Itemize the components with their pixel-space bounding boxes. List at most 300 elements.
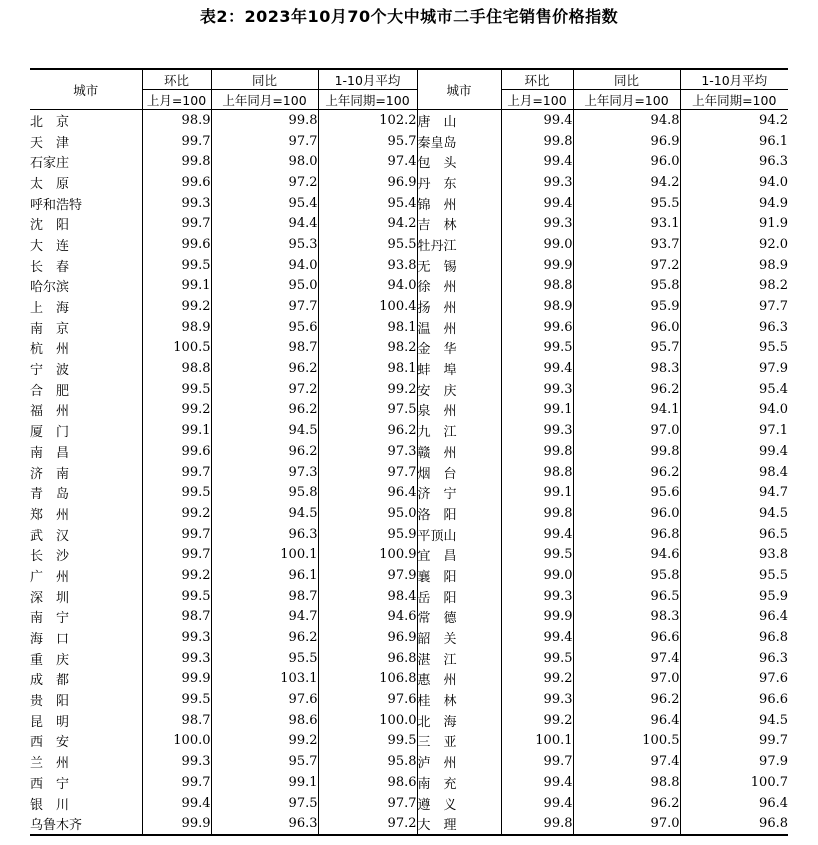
avg-left-cell: 97.3 [318, 441, 417, 462]
table-row [30, 710, 788, 731]
mom-left-cell: 99.6 [142, 234, 211, 255]
yoy-left-cell: 97.5 [211, 793, 318, 814]
mom-right-cell: 99.5 [501, 648, 573, 669]
header-city-left: 城市 [30, 69, 142, 110]
mom-right-cell: 99.8 [501, 813, 573, 835]
yoy-left-cell: 95.5 [211, 648, 318, 669]
city-left-cell: 深 圳 [30, 586, 142, 607]
avg-right-cell: 97.1 [680, 420, 788, 441]
avg-left-cell: 100.4 [318, 296, 417, 317]
header-row-top [30, 69, 788, 90]
city-right-cell: 吉 林 [417, 213, 501, 234]
table-row [30, 379, 788, 400]
yoy-left-cell: 96.3 [211, 813, 318, 835]
mom-right-cell: 99.3 [501, 689, 573, 710]
mom-right-cell: 98.8 [501, 462, 573, 483]
table-row [30, 482, 788, 503]
city-left-cell: 南 宁 [30, 607, 142, 628]
yoy-left-cell: 96.2 [211, 400, 318, 421]
avg-right-cell: 99.7 [680, 731, 788, 752]
city-right-cell: 温 州 [417, 317, 501, 338]
avg-left-cell: 99.5 [318, 731, 417, 752]
yoy-right-cell: 99.8 [573, 441, 680, 462]
mom-right-cell: 99.3 [501, 379, 573, 400]
city-left-cell: 广 州 [30, 565, 142, 586]
header-yoy-left: 同比 [211, 69, 318, 90]
avg-right-cell: 94.9 [680, 193, 788, 214]
avg-left-cell: 95.5 [318, 234, 417, 255]
avg-right-cell: 98.9 [680, 255, 788, 276]
mom-left-cell: 98.9 [142, 110, 211, 131]
avg-right-cell: 97.6 [680, 669, 788, 690]
city-right-cell: 南 充 [417, 772, 501, 793]
yoy-right-cell: 98.3 [573, 358, 680, 379]
city-right-cell: 赣 州 [417, 441, 501, 462]
header-city-right: 城市 [417, 69, 501, 110]
city-right-cell: 桂 林 [417, 689, 501, 710]
city-right-cell: 襄 阳 [417, 565, 501, 586]
yoy-left-cell: 99.2 [211, 731, 318, 752]
yoy-right-cell: 96.0 [573, 317, 680, 338]
yoy-left-cell: 95.4 [211, 193, 318, 214]
price-index-table [30, 68, 788, 836]
avg-right-cell: 95.5 [680, 565, 788, 586]
table-row [30, 503, 788, 524]
avg-right-cell: 95.4 [680, 379, 788, 400]
city-left-cell: 上 海 [30, 296, 142, 317]
mom-right-cell: 99.7 [501, 751, 573, 772]
table-row [30, 731, 788, 752]
table-row [30, 213, 788, 234]
avg-left-cell: 95.9 [318, 524, 417, 545]
city-left-cell: 青 岛 [30, 482, 142, 503]
city-right-cell: 唐 山 [417, 110, 501, 131]
city-right-cell: 秦皇岛 [417, 131, 501, 152]
mom-left-cell: 99.4 [142, 793, 211, 814]
mom-left-cell: 99.5 [142, 689, 211, 710]
avg-right-cell: 94.0 [680, 400, 788, 421]
city-right-cell: 常 德 [417, 607, 501, 628]
yoy-right-cell: 96.4 [573, 710, 680, 731]
avg-left-cell: 97.7 [318, 462, 417, 483]
city-right-cell: 三 亚 [417, 731, 501, 752]
avg-right-cell: 91.9 [680, 213, 788, 234]
yoy-right-cell: 96.9 [573, 131, 680, 152]
mom-right-cell: 100.1 [501, 731, 573, 752]
yoy-right-cell: 97.0 [573, 669, 680, 690]
city-right-cell: 北 海 [417, 710, 501, 731]
yoy-right-cell: 98.3 [573, 607, 680, 628]
avg-right-cell: 96.6 [680, 689, 788, 710]
city-right-cell: 安 庆 [417, 379, 501, 400]
city-right-cell: 韶 关 [417, 627, 501, 648]
yoy-right-cell: 95.6 [573, 482, 680, 503]
mom-left-cell: 99.3 [142, 627, 211, 648]
header-yoy-base-left: 上年同月=100 [211, 90, 318, 110]
avg-right-cell: 95.5 [680, 338, 788, 359]
yoy-left-cell: 97.2 [211, 172, 318, 193]
mom-right-cell: 99.9 [501, 255, 573, 276]
mom-right-cell: 99.1 [501, 482, 573, 503]
city-right-cell: 扬 州 [417, 296, 501, 317]
yoy-right-cell: 96.2 [573, 689, 680, 710]
mom-left-cell: 99.1 [142, 420, 211, 441]
yoy-left-cell: 94.4 [211, 213, 318, 234]
mom-right-cell: 99.9 [501, 607, 573, 628]
mom-left-cell: 98.7 [142, 710, 211, 731]
yoy-right-cell: 95.5 [573, 193, 680, 214]
city-left-cell: 太 原 [30, 172, 142, 193]
avg-left-cell: 96.8 [318, 648, 417, 669]
table-row [30, 462, 788, 483]
header-avg-right: 1-10月平均 [680, 69, 788, 90]
yoy-right-cell: 97.2 [573, 255, 680, 276]
yoy-left-cell: 98.7 [211, 586, 318, 607]
city-left-cell: 重 庆 [30, 648, 142, 669]
city-right-cell: 洛 阳 [417, 503, 501, 524]
mom-left-cell: 99.6 [142, 441, 211, 462]
avg-right-cell: 92.0 [680, 234, 788, 255]
yoy-right-cell: 94.2 [573, 172, 680, 193]
yoy-right-cell: 96.6 [573, 627, 680, 648]
city-left-cell: 哈尔滨 [30, 276, 142, 297]
yoy-right-cell: 96.5 [573, 586, 680, 607]
table-row [30, 400, 788, 421]
yoy-right-cell: 97.4 [573, 648, 680, 669]
mom-left-cell: 99.7 [142, 213, 211, 234]
yoy-left-cell: 95.6 [211, 317, 318, 338]
table-row [30, 420, 788, 441]
city-right-cell: 平顶山 [417, 524, 501, 545]
city-right-cell: 包 头 [417, 151, 501, 172]
avg-right-cell: 96.8 [680, 627, 788, 648]
avg-left-cell: 95.4 [318, 193, 417, 214]
avg-right-cell: 96.3 [680, 317, 788, 338]
header-mom-left: 环比 [142, 69, 211, 90]
avg-left-cell: 96.9 [318, 627, 417, 648]
yoy-right-cell: 95.9 [573, 296, 680, 317]
table-row [30, 544, 788, 565]
header-avg-base-right: 上年同期=100 [680, 90, 788, 110]
avg-right-cell: 94.2 [680, 110, 788, 131]
table-row [30, 296, 788, 317]
mom-right-cell: 99.0 [501, 234, 573, 255]
mom-left-cell: 99.3 [142, 193, 211, 214]
table-row [30, 110, 788, 131]
avg-left-cell: 100.0 [318, 710, 417, 731]
mom-left-cell: 98.8 [142, 358, 211, 379]
mom-left-cell: 99.5 [142, 482, 211, 503]
city-left-cell: 济 南 [30, 462, 142, 483]
table-row [30, 793, 788, 814]
table-row [30, 193, 788, 214]
table-row [30, 751, 788, 772]
yoy-left-cell: 97.2 [211, 379, 318, 400]
mom-left-cell: 99.7 [142, 462, 211, 483]
avg-left-cell: 99.2 [318, 379, 417, 400]
avg-left-cell: 93.8 [318, 255, 417, 276]
yoy-left-cell: 97.3 [211, 462, 318, 483]
avg-left-cell: 97.5 [318, 400, 417, 421]
header-avg-base-left: 上年同期=100 [318, 90, 417, 110]
city-left-cell: 贵 阳 [30, 689, 142, 710]
city-left-cell: 北 京 [30, 110, 142, 131]
yoy-left-cell: 100.1 [211, 544, 318, 565]
yoy-left-cell: 98.6 [211, 710, 318, 731]
table-row [30, 689, 788, 710]
avg-right-cell: 98.2 [680, 276, 788, 297]
mom-left-cell: 99.1 [142, 276, 211, 297]
table-row [30, 172, 788, 193]
yoy-left-cell: 96.2 [211, 441, 318, 462]
table-row [30, 648, 788, 669]
mom-right-cell: 99.3 [501, 172, 573, 193]
mom-right-cell: 99.3 [501, 586, 573, 607]
yoy-right-cell: 96.2 [573, 793, 680, 814]
mom-right-cell: 99.4 [501, 151, 573, 172]
mom-left-cell: 99.5 [142, 586, 211, 607]
avg-right-cell: 97.9 [680, 751, 788, 772]
mom-left-cell: 99.9 [142, 813, 211, 835]
mom-left-cell: 99.9 [142, 669, 211, 690]
avg-right-cell: 100.7 [680, 772, 788, 793]
table-row [30, 151, 788, 172]
mom-right-cell: 99.4 [501, 627, 573, 648]
yoy-right-cell: 97.0 [573, 813, 680, 835]
avg-left-cell: 98.4 [318, 586, 417, 607]
header-avg-left: 1-10月平均 [318, 69, 417, 90]
city-left-cell: 福 州 [30, 400, 142, 421]
mom-right-cell: 99.6 [501, 317, 573, 338]
avg-right-cell: 94.5 [680, 710, 788, 731]
yoy-right-cell: 96.0 [573, 503, 680, 524]
city-left-cell: 海 口 [30, 627, 142, 648]
city-left-cell: 武 汉 [30, 524, 142, 545]
city-left-cell: 大 连 [30, 234, 142, 255]
yoy-right-cell: 94.8 [573, 110, 680, 131]
city-right-cell: 无 锡 [417, 255, 501, 276]
yoy-right-cell: 96.0 [573, 151, 680, 172]
yoy-left-cell: 97.7 [211, 296, 318, 317]
yoy-right-cell: 94.6 [573, 544, 680, 565]
yoy-left-cell: 96.1 [211, 565, 318, 586]
mom-left-cell: 99.7 [142, 524, 211, 545]
city-left-cell: 郑 州 [30, 503, 142, 524]
city-left-cell: 宁 波 [30, 358, 142, 379]
avg-left-cell: 96.9 [318, 172, 417, 193]
city-right-cell: 济 宁 [417, 482, 501, 503]
city-right-cell: 惠 州 [417, 669, 501, 690]
yoy-right-cell: 94.1 [573, 400, 680, 421]
table-row [30, 586, 788, 607]
yoy-right-cell: 95.7 [573, 338, 680, 359]
table-row [30, 813, 788, 835]
avg-right-cell: 93.8 [680, 544, 788, 565]
avg-right-cell: 97.9 [680, 358, 788, 379]
yoy-left-cell: 97.7 [211, 131, 318, 152]
mom-left-cell: 99.2 [142, 565, 211, 586]
page-title: 表2：2023年10月70个大中城市二手住宅销售价格指数 [199, 7, 619, 26]
city-right-cell: 泸 州 [417, 751, 501, 772]
yoy-left-cell: 95.8 [211, 482, 318, 503]
city-right-cell: 宜 昌 [417, 544, 501, 565]
table-row [30, 234, 788, 255]
city-right-cell: 牡丹江 [417, 234, 501, 255]
avg-left-cell: 98.2 [318, 338, 417, 359]
yoy-right-cell: 93.1 [573, 213, 680, 234]
header-yoy-base-right: 上年同月=100 [573, 90, 680, 110]
header-mom-right: 环比 [501, 69, 573, 90]
mom-right-cell: 99.0 [501, 565, 573, 586]
yoy-right-cell: 97.0 [573, 420, 680, 441]
mom-right-cell: 99.2 [501, 669, 573, 690]
mom-right-cell: 99.1 [501, 400, 573, 421]
table-body [30, 110, 788, 836]
table-row [30, 607, 788, 628]
city-left-cell: 长 沙 [30, 544, 142, 565]
avg-left-cell: 100.9 [318, 544, 417, 565]
yoy-left-cell: 94.5 [211, 503, 318, 524]
yoy-left-cell: 96.2 [211, 358, 318, 379]
avg-right-cell: 96.3 [680, 648, 788, 669]
avg-left-cell: 98.6 [318, 772, 417, 793]
avg-right-cell: 96.4 [680, 793, 788, 814]
mom-left-cell: 98.9 [142, 317, 211, 338]
header-mom-base-left: 上月=100 [142, 90, 211, 110]
mom-right-cell: 99.8 [501, 131, 573, 152]
yoy-left-cell: 94.5 [211, 420, 318, 441]
avg-left-cell: 96.2 [318, 420, 417, 441]
header-row-base [30, 90, 788, 110]
mom-left-cell: 99.3 [142, 648, 211, 669]
city-right-cell: 湛 江 [417, 648, 501, 669]
mom-right-cell: 99.8 [501, 503, 573, 524]
avg-left-cell: 94.0 [318, 276, 417, 297]
city-left-cell: 厦 门 [30, 420, 142, 441]
table-row [30, 317, 788, 338]
table-row [30, 131, 788, 152]
yoy-right-cell: 97.4 [573, 751, 680, 772]
mom-left-cell: 99.5 [142, 255, 211, 276]
yoy-left-cell: 98.7 [211, 338, 318, 359]
mom-left-cell: 99.2 [142, 400, 211, 421]
mom-left-cell: 99.3 [142, 751, 211, 772]
avg-right-cell: 96.8 [680, 813, 788, 835]
yoy-right-cell: 98.8 [573, 772, 680, 793]
table-row [30, 524, 788, 545]
city-left-cell: 杭 州 [30, 338, 142, 359]
avg-left-cell: 97.9 [318, 565, 417, 586]
yoy-left-cell: 96.3 [211, 524, 318, 545]
avg-left-cell: 95.8 [318, 751, 417, 772]
yoy-left-cell: 94.0 [211, 255, 318, 276]
city-left-cell: 成 都 [30, 669, 142, 690]
yoy-left-cell: 95.3 [211, 234, 318, 255]
yoy-right-cell: 100.5 [573, 731, 680, 752]
avg-right-cell: 96.5 [680, 524, 788, 545]
mom-right-cell: 99.8 [501, 441, 573, 462]
avg-right-cell: 96.3 [680, 151, 788, 172]
avg-left-cell: 97.6 [318, 689, 417, 710]
table-row [30, 255, 788, 276]
avg-right-cell: 97.7 [680, 296, 788, 317]
avg-left-cell: 94.6 [318, 607, 417, 628]
city-left-cell: 乌鲁木齐 [30, 813, 142, 835]
city-right-cell: 丹 东 [417, 172, 501, 193]
yoy-left-cell: 98.0 [211, 151, 318, 172]
city-left-cell: 西 宁 [30, 772, 142, 793]
yoy-left-cell: 95.0 [211, 276, 318, 297]
city-left-cell: 天 津 [30, 131, 142, 152]
yoy-left-cell: 99.8 [211, 110, 318, 131]
city-right-cell: 烟 台 [417, 462, 501, 483]
mom-right-cell: 99.4 [501, 772, 573, 793]
yoy-right-cell: 93.7 [573, 234, 680, 255]
city-left-cell: 沈 阳 [30, 213, 142, 234]
mom-right-cell: 99.5 [501, 544, 573, 565]
avg-right-cell: 94.5 [680, 503, 788, 524]
table-row [30, 669, 788, 690]
yoy-left-cell: 97.6 [211, 689, 318, 710]
mom-left-cell: 99.6 [142, 172, 211, 193]
mom-left-cell: 99.8 [142, 151, 211, 172]
mom-right-cell: 99.5 [501, 338, 573, 359]
city-left-cell: 南 昌 [30, 441, 142, 462]
avg-left-cell: 98.1 [318, 358, 417, 379]
avg-right-cell: 94.7 [680, 482, 788, 503]
avg-right-cell: 95.9 [680, 586, 788, 607]
mom-right-cell: 98.8 [501, 276, 573, 297]
header-yoy-right: 同比 [573, 69, 680, 90]
yoy-right-cell: 95.8 [573, 565, 680, 586]
city-right-cell: 泉 州 [417, 400, 501, 421]
mom-left-cell: 99.2 [142, 296, 211, 317]
header-mom-base-right: 上月=100 [501, 90, 573, 110]
mom-right-cell: 99.4 [501, 193, 573, 214]
avg-right-cell: 96.1 [680, 131, 788, 152]
avg-right-cell: 98.4 [680, 462, 788, 483]
avg-left-cell: 95.7 [318, 131, 417, 152]
table-row [30, 358, 788, 379]
table-row [30, 338, 788, 359]
mom-right-cell: 99.4 [501, 524, 573, 545]
city-left-cell: 合 肥 [30, 379, 142, 400]
yoy-left-cell: 99.1 [211, 772, 318, 793]
mom-left-cell: 99.7 [142, 544, 211, 565]
mom-left-cell: 98.7 [142, 607, 211, 628]
city-right-cell: 九 江 [417, 420, 501, 441]
city-right-cell: 蚌 埠 [417, 358, 501, 379]
avg-right-cell: 99.4 [680, 441, 788, 462]
yoy-left-cell: 95.7 [211, 751, 318, 772]
avg-left-cell: 96.4 [318, 482, 417, 503]
mom-left-cell: 99.2 [142, 503, 211, 524]
city-right-cell: 徐 州 [417, 276, 501, 297]
mom-left-cell: 99.5 [142, 379, 211, 400]
mom-right-cell: 99.4 [501, 358, 573, 379]
mom-right-cell: 99.3 [501, 213, 573, 234]
mom-right-cell: 99.4 [501, 110, 573, 131]
yoy-right-cell: 96.8 [573, 524, 680, 545]
city-right-cell: 大 理 [417, 813, 501, 835]
mom-right-cell: 99.2 [501, 710, 573, 731]
city-right-cell: 金 华 [417, 338, 501, 359]
table-row [30, 565, 788, 586]
city-left-cell: 石家庄 [30, 151, 142, 172]
table-row [30, 441, 788, 462]
city-right-cell: 锦 州 [417, 193, 501, 214]
city-left-cell: 昆 明 [30, 710, 142, 731]
